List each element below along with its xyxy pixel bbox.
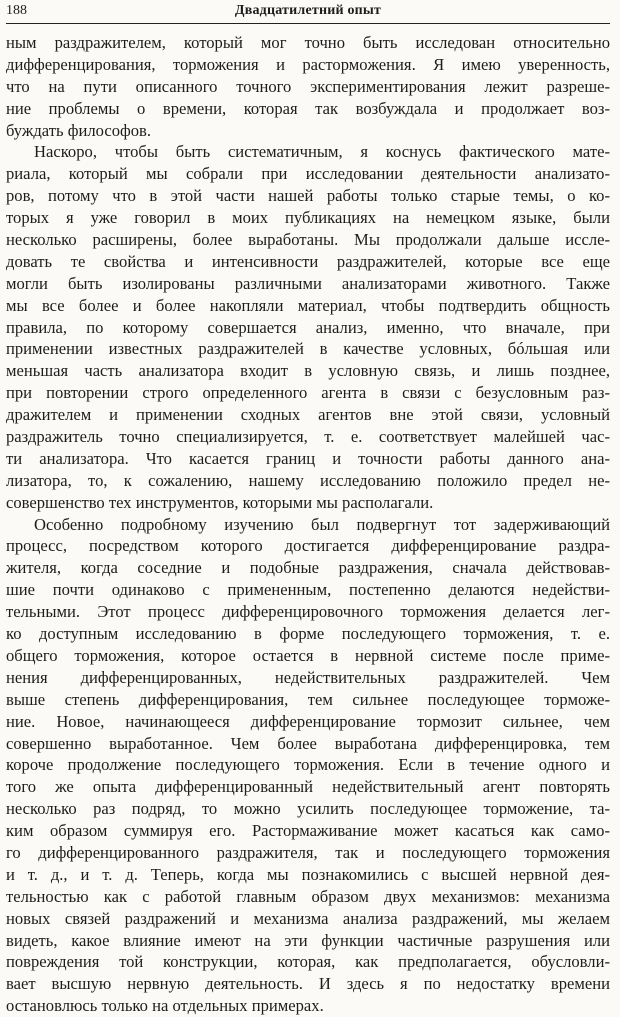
text-line: короче продолжение последующего торможения. Если в течение одного и (6, 755, 610, 775)
text-line: ным раздражителем, который мог точно быть исследован относительно (6, 33, 610, 52)
text-line: тельностью как с работой главным образом двух механизмов: механизма (6, 886, 610, 906)
text-line: несколько расширены, более выработаны. Мы продолжали дальше иссле- (6, 230, 610, 250)
running-title: Двадцатилетний опыт (234, 3, 382, 18)
text-line: нения дифференцированных, недействительных раздражителей. Чем (6, 667, 610, 687)
text-line: могли быть изолированы различными анализаторами животного. Также (6, 273, 610, 293)
text-line: вает высшую нервную деятельность. И здесь я по недостатку времени (6, 974, 610, 994)
text-line: ким образом суммируя его. Растормаживание может касаться как само- (6, 821, 610, 841)
text-line: совершенно выработанное. Чем более выработана дифференцировка, тем (6, 733, 610, 753)
text-line: процесс, посредством которого достигается дифференцирование раздра- (6, 536, 610, 556)
text-line: шие почти одинаково с примененным, постепенно делаются недействи- (6, 580, 610, 600)
text-line: тельными. Этот процесс дифференцировочного торможения делается лег- (6, 602, 610, 622)
text-line: и т. д., и т. д. Теперь, когда мы познакомились с высшей нервной дея- (6, 864, 610, 884)
text-line: остановлюсь только на отдельных примерах. (6, 996, 324, 1016)
text-line: жителя, когда соседние и подобные раздражения, сначала действовав- (6, 558, 610, 578)
text-line: торых я уже говорил в моих публикациях на немецком языке, были (6, 208, 610, 228)
text-line: что на пути описанного точного экспериментирования лежит разреше- (6, 76, 610, 96)
text-line: при повторении строго определенного агента в связи с безусловным раз- (6, 383, 610, 403)
text-line: совершенство тех инструментов, которыми мы располагали. (6, 492, 434, 512)
text-line: выше степень дифференцирования, тем сильнее последующее торможе- (6, 689, 610, 709)
header-rule (6, 23, 610, 24)
text-line: раздражитель точно специализируется, т. е. соответствует малейшей час- (6, 427, 610, 447)
text-line: Особенно подробному изучению был подвергнут тот задерживающий (34, 514, 610, 534)
page-number: 188 (6, 3, 27, 18)
text-line: применении известных раздражителей в качестве условных, бóльшая или (6, 339, 610, 359)
text-line: буждать философов. (6, 120, 152, 140)
text-line: лизатора, то, к сожалению, нашему исследованию положило предел не- (6, 470, 610, 490)
body-text (6, 32, 610, 1017)
text-line: мы все более и более накопляли материал, чтобы подтвердить общность (6, 295, 610, 315)
text-line: ко доступным исследованию в форме последующего торможения, т. е. (6, 624, 610, 644)
text-line: новых связей раздражений и механизма анализа раздражений, мы желаем (6, 908, 610, 928)
text-line: правила, по которому совершается анализ, именно, что вначале, при (6, 317, 610, 337)
text-line: того же опыта дифференцированный недействительный агент повторять (6, 777, 610, 797)
text-line: го дифференцированного раздражителя, так и последующего торможения (6, 842, 610, 862)
text-line: риала, который мы собрали при исследовании деятельности анализато- (6, 164, 610, 184)
text-line: дражителем и применении сходных агентов вне этой связи, условный (6, 405, 610, 425)
text-line: видеть, какое влияние имеют на эти функции частичные разрушения или (6, 930, 610, 950)
text-line: несколько раз подряд, то можно усилить последующее торможение, та- (6, 799, 610, 819)
text-line: Наскоро, чтобы быть систематичным, я коснусь фактического мате- (34, 142, 610, 162)
text-line: ти анализатора. Что касается границ и точности работы данного ана- (6, 448, 610, 468)
text-line: дифференцирования, торможения и растормoжения. Я имею уверенность, (6, 54, 610, 74)
text-line: общего торможения, которое остается в нервной системе после приме- (6, 645, 610, 665)
text-line: ние. Новое, начинающееся дифференцирование тормозит сильнее, чем (6, 711, 610, 731)
text-line: меньшая часть анализатора входит в условную связь, и лишь позднее, (6, 361, 610, 381)
page-header (6, 3, 610, 25)
text-line: повреждения той конструкции, которая, как предполагается, обусловли- (6, 952, 610, 972)
text-line: ние проблемы о времени, которая так возбуждала и продолжает воз- (6, 98, 610, 118)
text-line: ров, потому что в этой части нашей работы только старые темы, о ко- (6, 186, 610, 206)
text-line: довать те свойства и интенсивности раздражителей, которые все еще (6, 251, 610, 271)
